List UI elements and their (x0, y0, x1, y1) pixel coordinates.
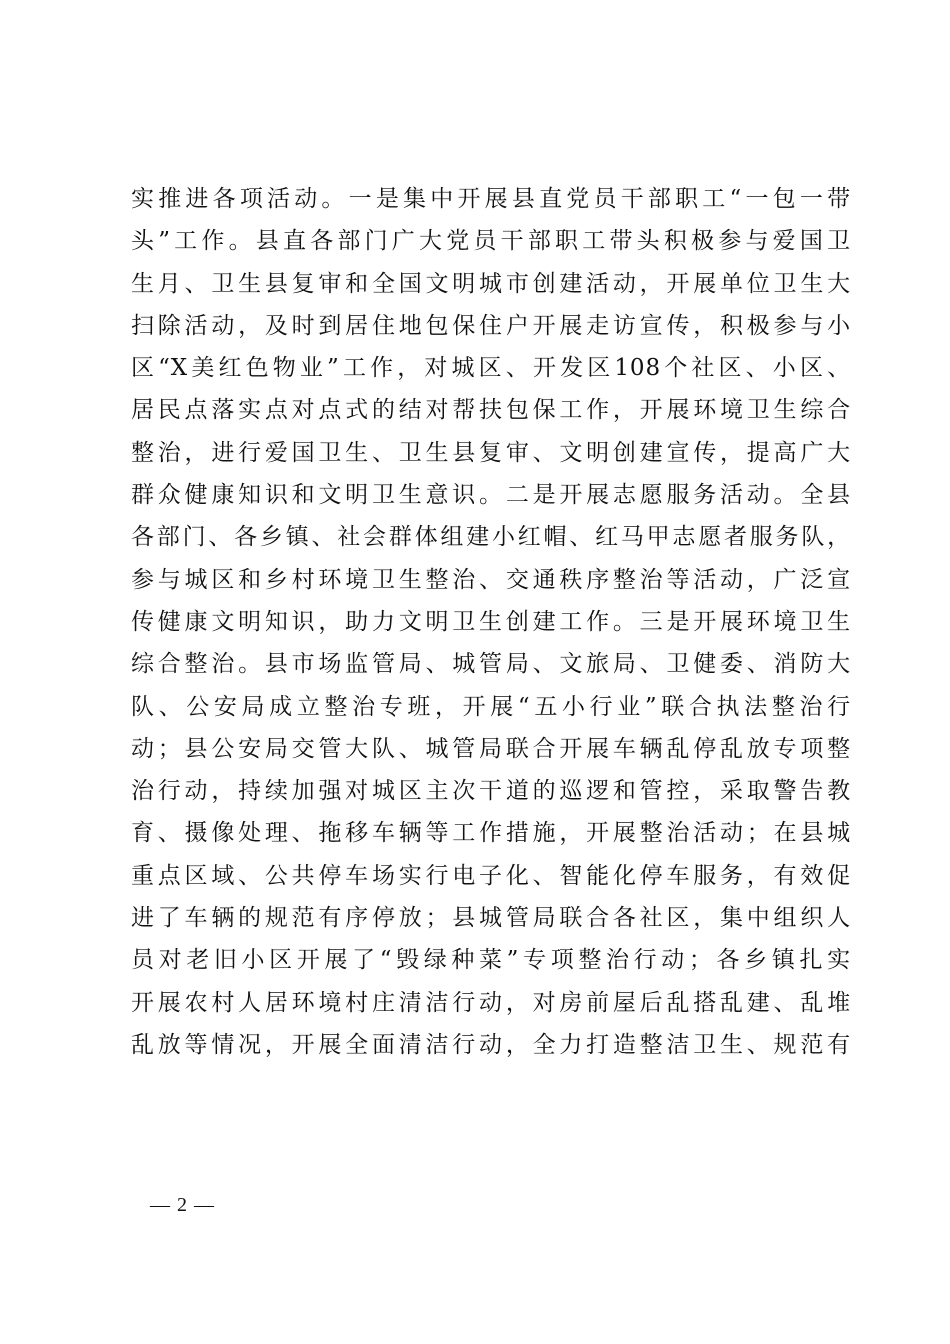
text-line: 参与城区和乡村环境卫生整治、交通秩序整治等活动，广泛宣 (131, 566, 851, 593)
text-line: 传健康文明知识，助力文明卫生创建工作。三是开展环境卫生 (131, 608, 851, 635)
text-line: 育、摄像处理、拖移车辆等工作措施，开展整治活动；在县城 (131, 820, 851, 847)
text-line: 员对老旧小区开展了“毁绿种菜”专项整治行动；各乡镇扎实 (131, 947, 851, 974)
text-line: 头”工作。县直各部门广大党员干部职工带头积极参与爱国卫 (131, 228, 851, 255)
text-line: 动；县公安局交管大队、城管局联合开展车辆乱停乱放专项整 (131, 735, 851, 762)
text-line: 扫除活动，及时到居住地包保住户开展走访宣传，积极参与小 (131, 312, 851, 339)
page-number: — 2 — (150, 1194, 215, 1216)
text-line: 各部门、各乡镇、社会群体组建小红帽、红马甲志愿者服务队， (131, 524, 851, 551)
text-line: 治行动，持续加强对城区主次干道的巡逻和管控，采取警告教 (131, 778, 851, 805)
text-line: 群众健康知识和文明卫生意识。二是开展志愿服务活动。全县 (131, 482, 851, 509)
text-line: 进了车辆的规范有序停放；县城管局联合各社区，集中组织人 (131, 905, 851, 932)
body-text (131, 178, 851, 1066)
text-line: 实推进各项活动。一是集中开展县直党员干部职工“一包一带 (131, 186, 851, 212)
text-line: 区“X美红色物业”工作，对城区、开发区108个社区、小区、 (131, 355, 851, 382)
text-line: 开展农村人居环境村庄清洁行动，对房前屋后乱搭乱建、乱堆 (131, 989, 851, 1016)
text-line: 生月、卫生县复审和全国文明城市创建活动，开展单位卫生大 (131, 270, 851, 297)
text-line: 重点区域、公共停车场实行电子化、智能化停车服务，有效促 (131, 862, 851, 889)
text-line: 整治，进行爱国卫生、卫生县复审、文明创建宣传，提高广大 (131, 439, 851, 466)
text-line: 队、公安局成立整治专班，开展“五小行业”联合执法整治行 (131, 693, 851, 720)
text-line: 乱放等情况，开展全面清洁行动，全力打造整洁卫生、规范有 (131, 1031, 851, 1058)
text-line: 综合整治。县市场监管局、城管局、文旅局、卫健委、消防大 (131, 651, 851, 678)
text-line: 居民点落实点对点式的结对帮扶包保工作，开展环境卫生综合 (131, 397, 851, 424)
